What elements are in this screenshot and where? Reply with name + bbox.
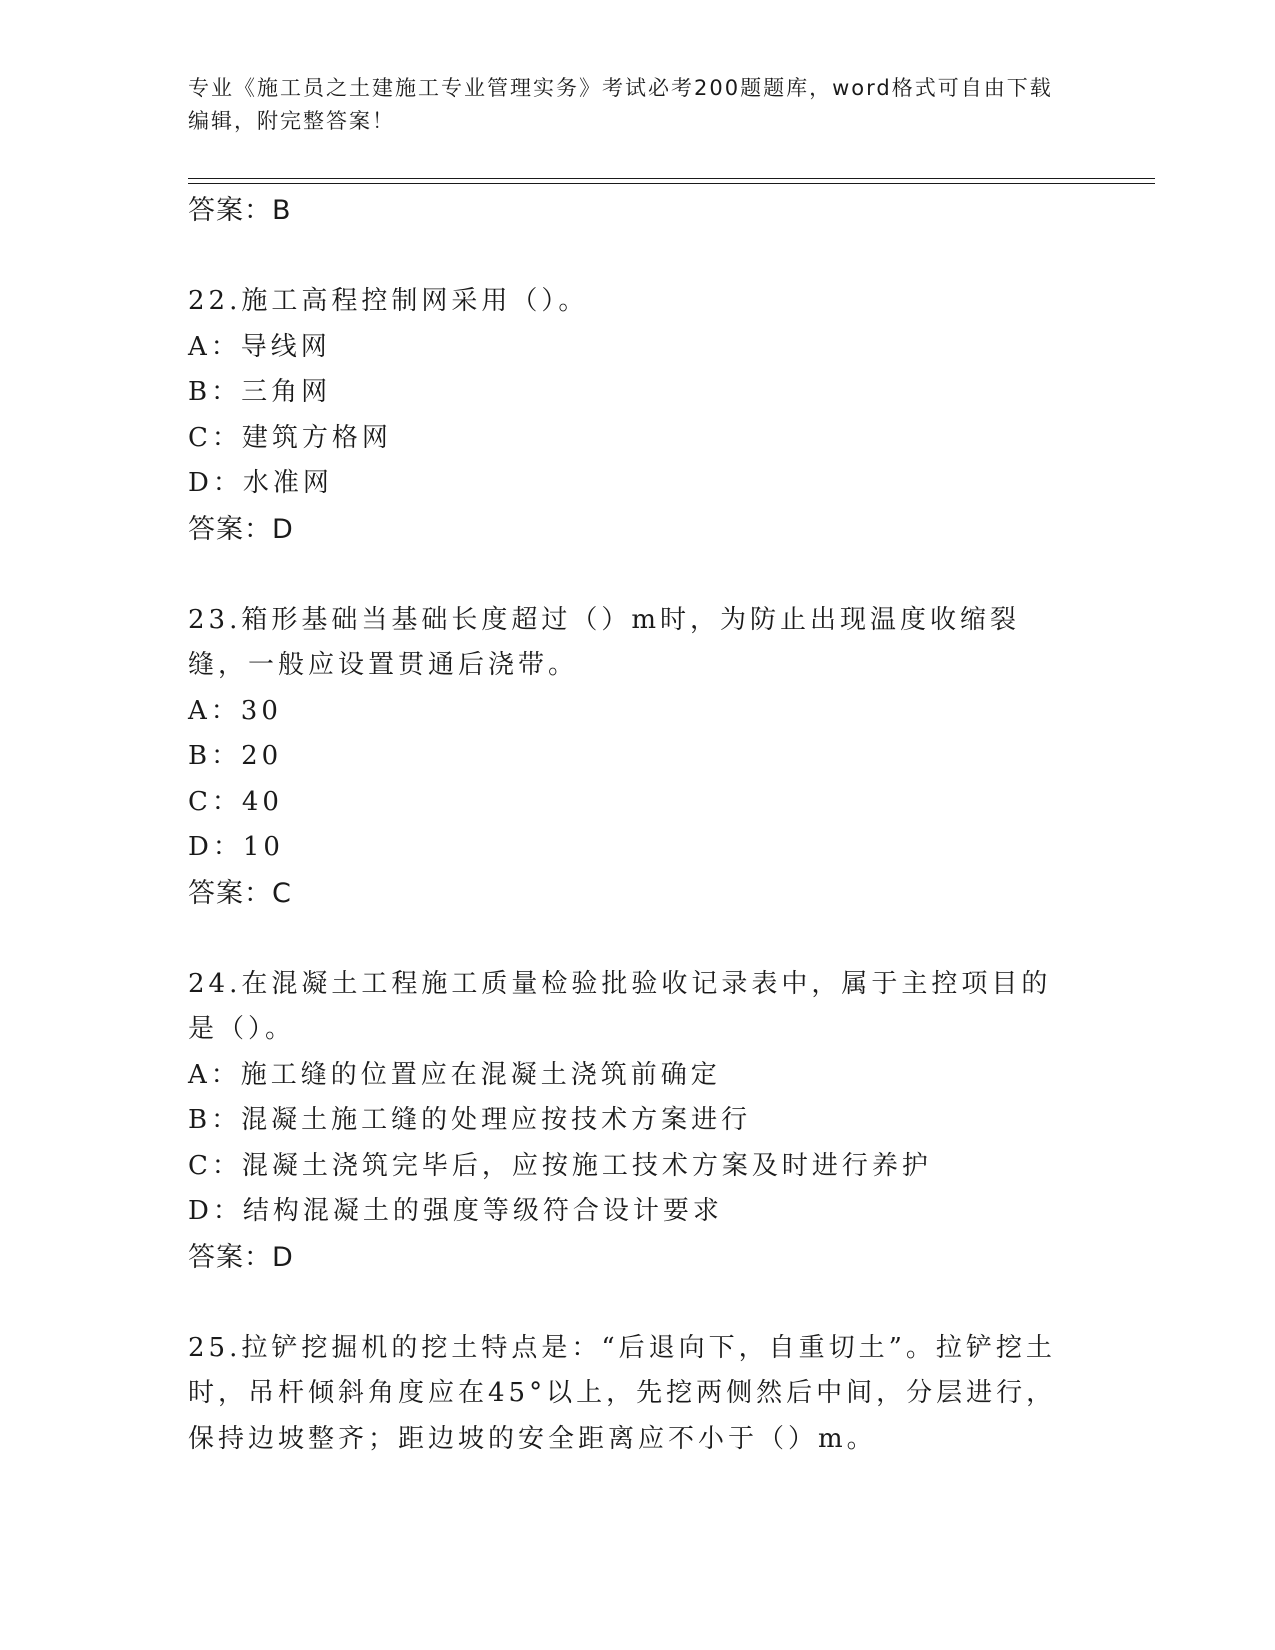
option-b: B：混凝土施工缝的处理应按技术方案进行	[188, 1105, 752, 1135]
question-stem: 23.箱形基础当基础长度超过（）m时，为防止出现温度收缩裂缝，一般应设置贯通后浇带。	[188, 604, 1021, 680]
option-c: C：混凝土浇筑完毕后，应按施工技术方案及时进行养护	[188, 1150, 932, 1181]
answer-line: 答案：C	[188, 877, 292, 909]
answer-line: 答案：D	[188, 1241, 294, 1273]
question-stem: 25.拉铲挖掘机的挖土特点是：“后退向下，自重切土”。拉铲挖土时，吊杆倾斜角度应在45°以上，先挖两侧然后中间，分层进行，保持边坡整齐；距边坡的安全距离应不小于（）m。	[188, 1332, 1057, 1454]
document-header: 专业《施工员之土建施工专业管理实务》考试必考200题题库，word格式可自由下载编辑，附完整答案！	[188, 76, 1053, 133]
option-c: C：建筑方格网	[188, 422, 392, 453]
question-list	[188, 188, 1078, 1462]
option-d: D：水准网	[188, 468, 333, 498]
option-a: A：施工缝的位置应在混凝土浇筑前确定	[188, 1059, 721, 1090]
option-b: B：三角网	[188, 377, 332, 407]
option-c: C：40	[188, 786, 283, 817]
header-rule-bottom	[188, 183, 1155, 184]
option-b: B：20	[188, 741, 283, 771]
answer-line: 答案：B	[188, 195, 292, 226]
answer-line: 答案：D	[188, 513, 294, 545]
question-stem: 22.施工高程控制网采用（）。	[188, 286, 589, 316]
option-d: D：结构混凝土的强度等级符合设计要求	[188, 1196, 723, 1226]
question-stem: 24.在混凝土工程施工质量检验批验收记录表中，属于主控项目的是（）。	[188, 968, 1052, 1044]
header-rule-top	[188, 178, 1155, 179]
option-d: D：10	[188, 832, 284, 862]
option-a: A：导线网	[188, 331, 331, 362]
option-a: A：30	[188, 695, 282, 726]
